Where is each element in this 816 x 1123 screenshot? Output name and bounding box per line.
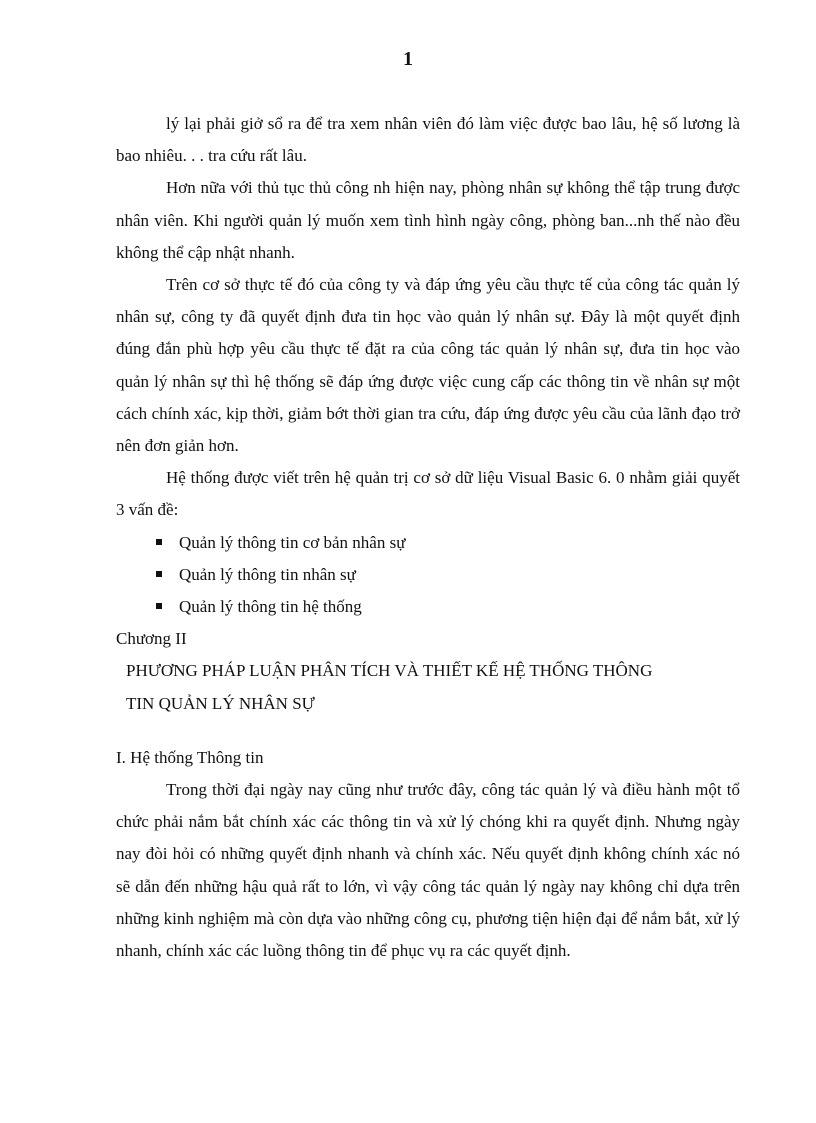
paragraph-manual-process: Hơn nữa với thủ tục thủ công nh hiện nay, phòng nhân sự không thể tập trung được nhân viên. Khi người quản lý muốn xem tình hình ngày công, phòng ban...nh thế nào đều không thể cập nhật nhanh. [116, 178, 740, 262]
square-bullet-icon [156, 603, 162, 609]
square-bullet-icon [156, 539, 162, 545]
list-item [116, 527, 740, 559]
page-number: 1 [403, 48, 413, 70]
chapter-title-line2: TIN QUẢN LÝ NHÂN SỰ [126, 693, 315, 713]
list-item [116, 591, 740, 623]
list-item-text: Quản lý thông tin hệ thống [179, 597, 362, 617]
list-item [116, 559, 740, 591]
page-content [116, 108, 740, 967]
chapter-label: Chương II [116, 629, 187, 649]
bullet-list [116, 527, 740, 624]
paragraph-continuation: lý lại phải giở sổ ra để tra xem nhân viên đó làm việc được bao lâu, hệ số lương là bao nhiêu. . . tra cứu rất lâu. [116, 114, 740, 166]
chapter-title-line1: PHƯƠNG PHÁP LUẬN PHÂN TÍCH VÀ THIẾT KẾ HỆ THỐNG THÔNG [126, 661, 653, 681]
section-paragraph: Trong thời đại ngày nay cũng như trước đây, công tác quản lý và điều hành một tổ chức phải nắm bắt chính xác các thông tin và xử lý chóng khi ra quyết định. Nhưng ngày nay đòi hỏi có những quyết định nhanh và chính xác. Nếu quyết định không chính xác nó sẽ dẫn đến những hậu quả rất to lớn, vì vậy công tác quản lý ngày nay không chỉ dựa trên những kinh nghiệm mà còn dựa vào những công cụ, phương tiện hiện đại để nắm bắt, xử lý nhanh, chính xác các luồng thông tin để phục vụ ra các quyết định. [116, 780, 740, 961]
paragraph-decision: Trên cơ sở thực tế đó của công ty và đáp ứng yêu cầu thực tế của công tác quản lý nhân sự, công ty đã quyết định đưa tin học vào quản lý nhân sự. Đây là một quyết định đúng đắn phù hợp yêu cầu thực tế đặt ra của công tác quản lý nhân sự, đưa tin học vào quản lý nhân sự thì hệ thống sẽ đáp ứng được việc cung cấp các thông tin về nhân sự một cách chính xác, kịp thời, giảm bớt thời gian tra cứu, đáp ứng được yêu cầu của lãnh đạo trở nên đơn giản hơn. [116, 275, 740, 456]
section-heading: I. Hệ thống Thông tin [116, 747, 264, 767]
list-item-text: Quản lý thông tin nhân sự [179, 564, 356, 584]
list-item-text: Quản lý thông tin cơ bản nhân sự [179, 532, 406, 552]
paragraph-system-intro: Hệ thống được viết trên hệ quản trị cơ sở dữ liệu Visual Basic 6. 0 nhằm giải quyết 3 vấn đề: [116, 468, 740, 520]
square-bullet-icon [156, 571, 162, 577]
